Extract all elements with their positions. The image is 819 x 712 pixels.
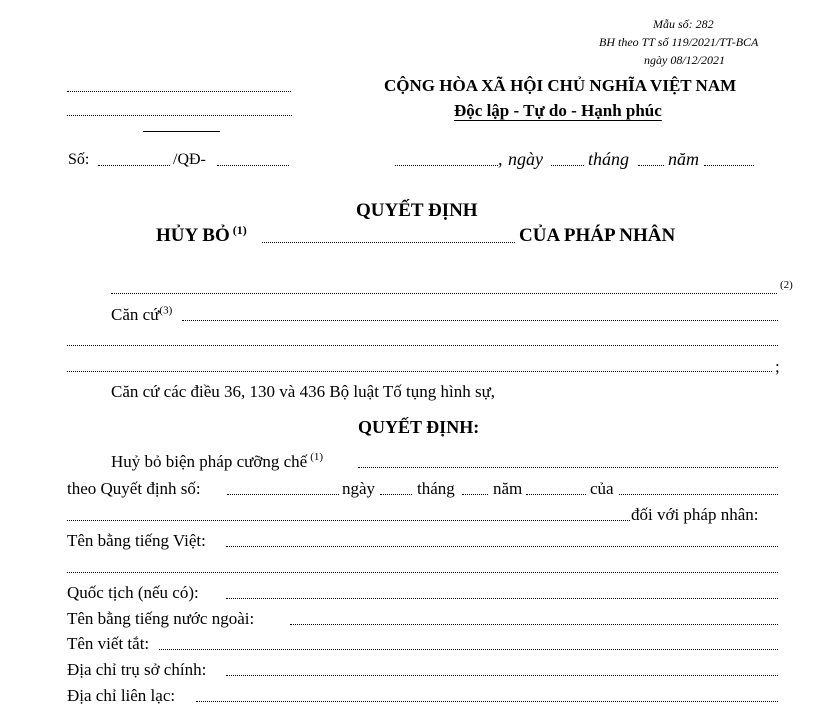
date-year-field[interactable] <box>704 165 754 166</box>
document-title: QUYẾT ĐỊNH <box>356 200 478 221</box>
title-footnote-1: (1) <box>232 222 247 237</box>
per-decision-label: theo Quyết định số: <box>67 479 201 498</box>
date-day-label: ngày <box>508 149 543 169</box>
contact-address-label: Địa chỉ liên lạc: <box>67 686 176 705</box>
national-motto: Độc lập - Tự do - Hạnh phúc <box>454 101 662 120</box>
agency-name-line-2[interactable] <box>67 115 292 116</box>
doc-number-label: Số: <box>68 151 90 168</box>
title-suffix: CỦA PHÁP NHÂN <box>519 225 676 246</box>
against-entity-label: đối với pháp nhân: <box>631 505 759 524</box>
decision-issuer-field[interactable] <box>619 494 778 495</box>
form-issued-by: BH theo TT số 119/2021/TT-BCA <box>599 35 759 49</box>
form-issued-date: ngày 08/12/2021 <box>644 53 725 67</box>
decision-issuer-field-2[interactable] <box>67 520 630 521</box>
foreign-name-field[interactable] <box>290 624 778 625</box>
title-cancel-label: HỦY BỎ <box>156 225 230 246</box>
place-field[interactable] <box>395 165 498 166</box>
abbreviation-field[interactable] <box>159 649 778 650</box>
decision-year-field[interactable] <box>526 494 586 495</box>
cancel-measure-text: Huỷ bỏ biện pháp cưỡng chế <box>111 452 308 471</box>
doc-number-suffix: /QĐ- <box>173 151 206 168</box>
date-year-label: năm <box>668 149 699 169</box>
agency-underline <box>143 131 220 132</box>
decision-month-field[interactable] <box>462 494 488 495</box>
form-number: Mẫu số: 282 <box>653 17 714 31</box>
doc-number-agency-code-field[interactable] <box>217 165 289 166</box>
head-office-label: Địa chỉ trụ sở chính: <box>67 660 207 679</box>
basis-field-line-1[interactable] <box>182 320 778 321</box>
abbreviation-label: Tên viết tắt: <box>67 634 150 653</box>
title-cancel-prefix <box>156 222 247 247</box>
decision-day-field[interactable] <box>380 494 412 495</box>
nationality-field[interactable] <box>226 598 778 599</box>
basis-semicolon: ; <box>775 357 780 376</box>
basis-label-text: Căn cứ <box>111 305 160 324</box>
doc-number-field[interactable] <box>98 165 170 166</box>
vietnamese-name-field[interactable] <box>226 546 778 547</box>
basis-label <box>111 305 172 325</box>
vietnamese-name-field-2[interactable] <box>67 572 778 573</box>
decision-year-label: năm <box>493 479 523 498</box>
date-month-field[interactable] <box>638 165 664 166</box>
authority-field[interactable] <box>111 293 777 294</box>
basis-field-line-2[interactable] <box>67 345 778 346</box>
decision-of-label: của <box>590 479 614 498</box>
date-month-label: tháng <box>588 149 630 169</box>
basis-footnote-3: (3) <box>159 304 173 317</box>
decision-heading: QUYẾT ĐỊNH: <box>358 417 480 437</box>
agency-name-line-1[interactable] <box>67 91 291 92</box>
decision-month-label: tháng <box>417 479 455 498</box>
date-comma: , <box>498 149 503 169</box>
foreign-name-label: Tên bằng tiếng nước ngoài: <box>67 609 255 628</box>
nationality-label: Quốc tịch (nếu có): <box>67 583 199 602</box>
cancel-measure-field[interactable] <box>358 467 778 468</box>
national-title: CỘNG HÒA XÃ HỘI CHỦ NGHĨA VIỆT NAM <box>384 76 737 95</box>
date-day-field[interactable] <box>551 165 584 166</box>
head-office-field[interactable] <box>226 675 778 676</box>
authority-footnote-2: (2) <box>780 279 793 291</box>
cancel-footnote-1: (1) <box>310 451 324 464</box>
measure-type-field[interactable] <box>262 242 515 243</box>
decision-number-field[interactable] <box>227 494 339 495</box>
contact-address-field[interactable] <box>196 701 778 702</box>
basis-field-line-3[interactable] <box>67 371 772 372</box>
legal-basis-text: Căn cứ các điều 36, 130 và 436 Bộ luật Tố tụng hình sự, <box>111 382 496 401</box>
vietnamese-name-label: Tên bằng tiếng Việt: <box>67 531 206 550</box>
cancel-measure-label <box>111 452 323 472</box>
decision-day-label: ngày <box>342 479 376 498</box>
